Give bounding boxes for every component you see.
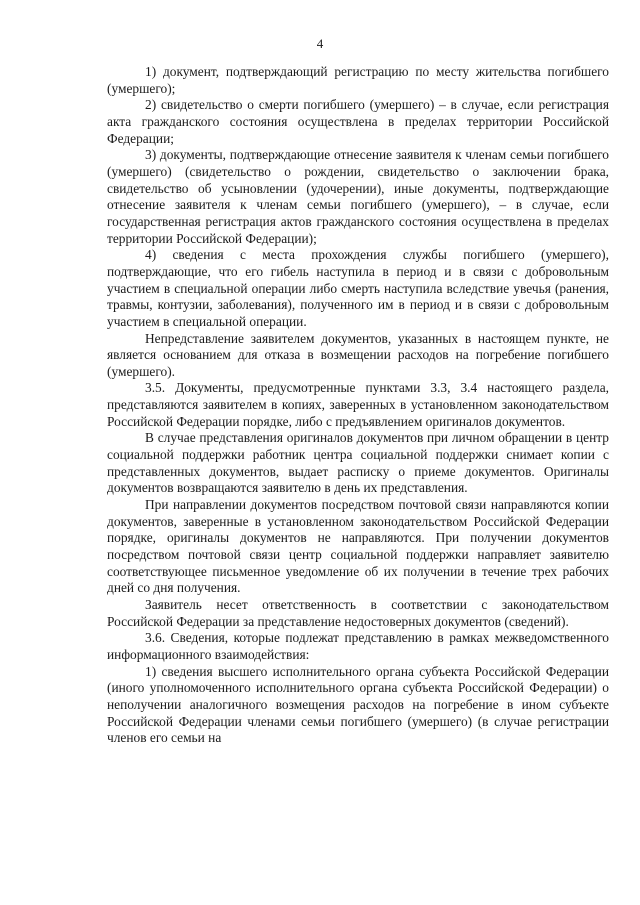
document-body: [107, 64, 609, 747]
paragraph-section-3-5: 3.5. Документы, предусмотренные пунктами 3.3, 3.4 настоящего раздела, представляются заявителем в копиях, заверенных в установленном законодательством Российской Федерации порядке, либо с предъявлением оригиналов документов.: [107, 380, 609, 429]
paragraph-originals: В случае представления оригиналов документов при личном обращении в центр социальной поддержки работник центра социальной поддержки снимает копии с представленных документов, выдает расписку о приеме документов. Оригиналы документов возвращаются заявителю в день их представления.: [107, 430, 609, 496]
paragraph-item-2: 2) свидетельство о смерти погибшего (умершего) – в случае, если регистрация акта гражданского состояния осуществлена в пределах территории Российской Федерации;: [107, 97, 609, 146]
page-number: 4: [316, 36, 324, 51]
paragraph-item-1: 1) документ, подтверждающий регистрацию по месту жительства погибшего (умершего);: [107, 64, 609, 96]
paragraph-item-4: 4) сведения с места прохождения службы погибшего (умершего), подтверждающие, что его гибель наступила в период и в связи с добровольным участием в специальной операции либо смерть наступила вследствие увечья (ранения, травмы, контузии, заболевания), полученного им в период и в связи с добровольным участием в специальной операции.: [107, 247, 609, 329]
paragraph-postal: При направлении документов посредством почтовой связи направляются копии документов, заверенные в установленном законодательством Российской Федерации порядке, оригиналы документов не направляются. При получении документов посредством почтовой связи центр социальной поддержки направляет заявителю соответствующее письменное уведомление об их получении в течение трех рабочих дней со дня получения.: [107, 497, 609, 596]
paragraph-3-6-item-1: 1) сведения высшего исполнительного органа субъекта Российской Федерации (иного уполномоченного исполнительного органа субъекта Российской Федерации) о неполучении аналогичного возмещения расходов на погребение в ином субъекте Российской Федерации членами семьи погибшего (умершего) (в случае регистрации членов его семьи на: [107, 663, 609, 746]
paragraph-item-3: 3) документы, подтверждающие отнесение заявителя к членам семьи погибшего (умершего) (свидетельство о рождении, свидетельство о заключении брака, свидетельство об усыновлении (удочерении), иные документы, подтверждающие отнесение заявителя к членам семьи погибшего (умершего), – в случае, если государственная регистрация актов гражданского состояния осуществлена в пределах территории Российской Федерации);: [107, 147, 609, 246]
paragraph-section-3-6: 3.6. Сведения, которые подлежат представлению в рамках межведомственного информационного взаимодействия:: [107, 630, 609, 662]
paragraph-non-submission: Непредставление заявителем документов, указанных в настоящем пункте, не является основанием для отказа в возмещении расходов на погребение погибшего (умершего).: [107, 330, 609, 379]
paragraph-responsibility: Заявитель несет ответственность в соответствии с законодательством Российской Федерации за представление недостоверных документов (сведений).: [107, 597, 609, 629]
